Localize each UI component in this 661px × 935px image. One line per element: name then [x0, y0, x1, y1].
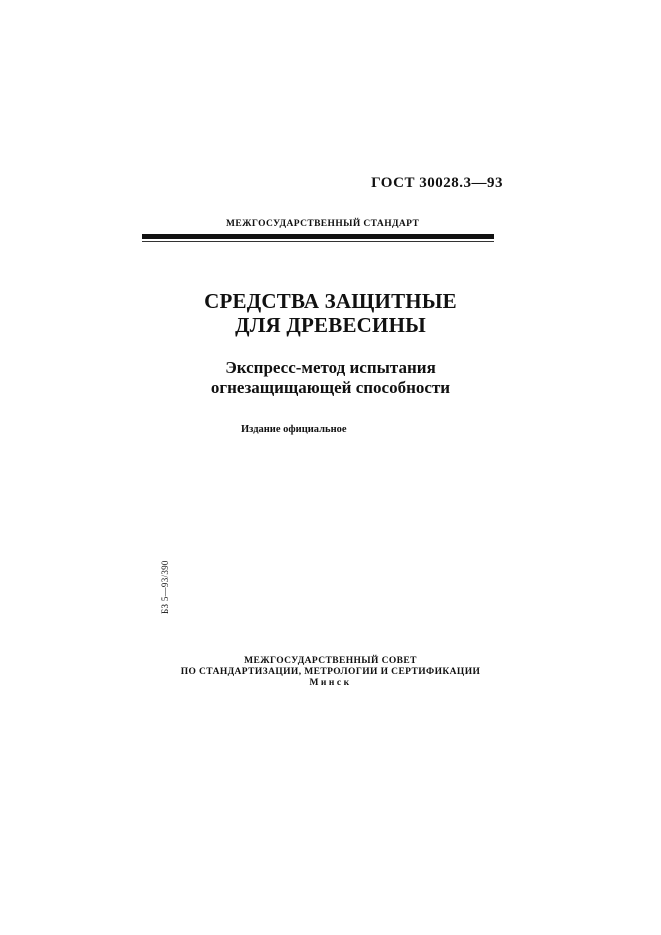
publisher-city: Минск: [309, 678, 352, 688]
main-title-line-2: ДЛЯ ДРЕВЕСИНЫ: [235, 313, 426, 337]
document-number: ГОСТ 30028.3—93: [371, 175, 503, 191]
edition-label: Издание официальное: [241, 424, 347, 435]
subtitle: [0, 358, 661, 398]
publisher-block: [0, 656, 661, 689]
header-rule-thick: [142, 234, 494, 239]
side-code: БЗ 5—93/390: [160, 560, 170, 614]
publisher-line-2: ПО СТАНДАРТИЗАЦИИ, МЕТРОЛОГИИ И СЕРТИФИКАЦИИ: [180, 667, 481, 677]
subtitle-line-1: Экспресс-метод испытания: [225, 358, 436, 377]
main-title-line-1: СРЕДСТВА ЗАЩИТНЫЕ: [204, 289, 457, 313]
publisher-line-1: МЕЖГОСУДАРСТВЕННЫЙ СОВЕТ: [244, 656, 417, 666]
standard-type-label: МЕЖГОСУДАРСТВЕННЫЙ СТАНДАРТ: [226, 219, 420, 229]
subtitle-line-2: огнезащищающей способности: [210, 378, 451, 397]
header-rule-thin: [142, 241, 494, 242]
main-title: [0, 289, 661, 337]
